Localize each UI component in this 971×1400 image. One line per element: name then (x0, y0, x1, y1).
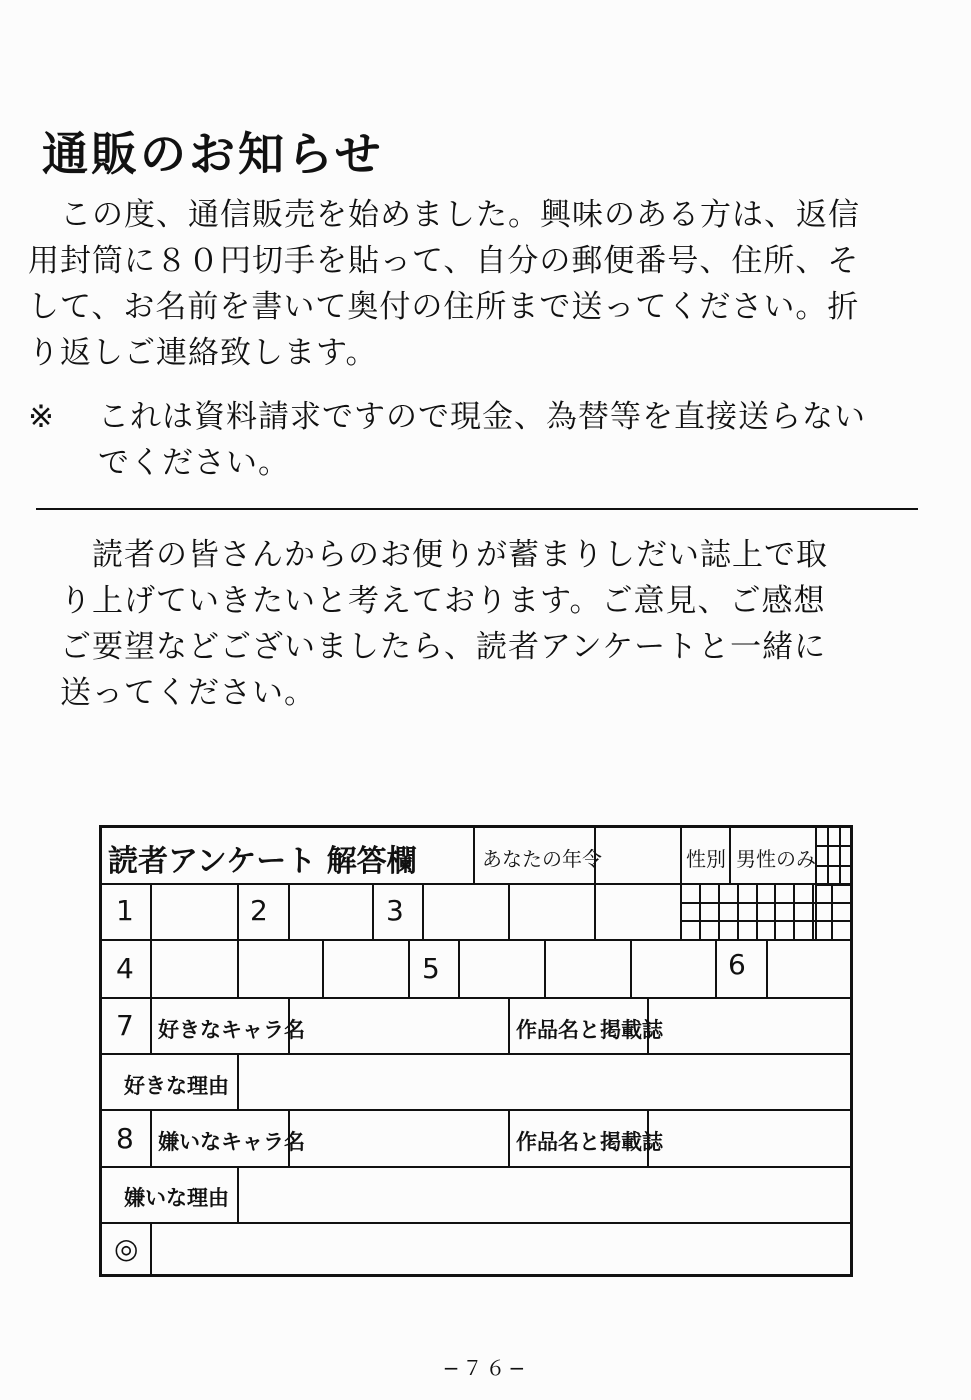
reader-survey-form (99, 825, 853, 1277)
reader-letters-paragraph: 読者の皆さんからのお便りが蓄まりしだい誌上で取 り上げていきたいと考えております。ご意見、ご感想 ご要望などございましたら、読者アンケートと一緒に 送ってください。 (60, 537, 828, 711)
note-text: これは資料請求ですので現金、為替等を直接送らない (98, 399, 866, 435)
question-2-number: 2 (250, 894, 268, 927)
reference-mark: ※ (28, 399, 55, 435)
question-4-number: 4 (116, 952, 134, 985)
double-circle-mark: ◎ (114, 1232, 139, 1265)
age-label: あなたの年令 (482, 847, 602, 871)
male-only-label: 男性のみ (736, 847, 816, 871)
work-magazine-label-disliked: 作品名と掲載誌 (516, 1130, 663, 1154)
page-number: −７６− (442, 1356, 529, 1380)
question-5-number: 5 (422, 952, 440, 985)
disliked-character-label: 嫌いなキャラ名 (158, 1130, 305, 1154)
question-6-number: 6 (728, 948, 746, 981)
question-7-number: 7 (116, 1009, 134, 1042)
note-text-continued: でください。 (98, 445, 290, 481)
question-8-number: 8 (116, 1122, 134, 1155)
work-magazine-label-favorite: 作品名と掲載誌 (516, 1018, 663, 1042)
gender-tick-grid (815, 826, 853, 886)
favorite-reason-label: 好きな理由 (124, 1074, 229, 1098)
gender-label: 性別 (686, 847, 726, 871)
age-tick-grid (680, 883, 852, 941)
question-3-number: 3 (386, 894, 404, 927)
favorite-character-label: 好きなキャラ名 (158, 1018, 305, 1042)
page-title: 通販のお知らせ (42, 127, 384, 181)
question-1-number: 1 (116, 894, 134, 927)
section-divider (36, 508, 918, 510)
disliked-reason-label: 嫌いな理由 (124, 1186, 229, 1210)
note-paragraph (28, 394, 866, 486)
survey-title: 読者アンケート 解答欄 (108, 844, 417, 879)
mail-order-paragraph: この度、通信販売を始めました。興味のある方は、返信 用封筒に８０円切手を貼って、自分の郵便番号、住所、そ して、お名前を書いて奥付の住所まで送ってください。折 り返しご連絡致します。 (28, 197, 860, 371)
